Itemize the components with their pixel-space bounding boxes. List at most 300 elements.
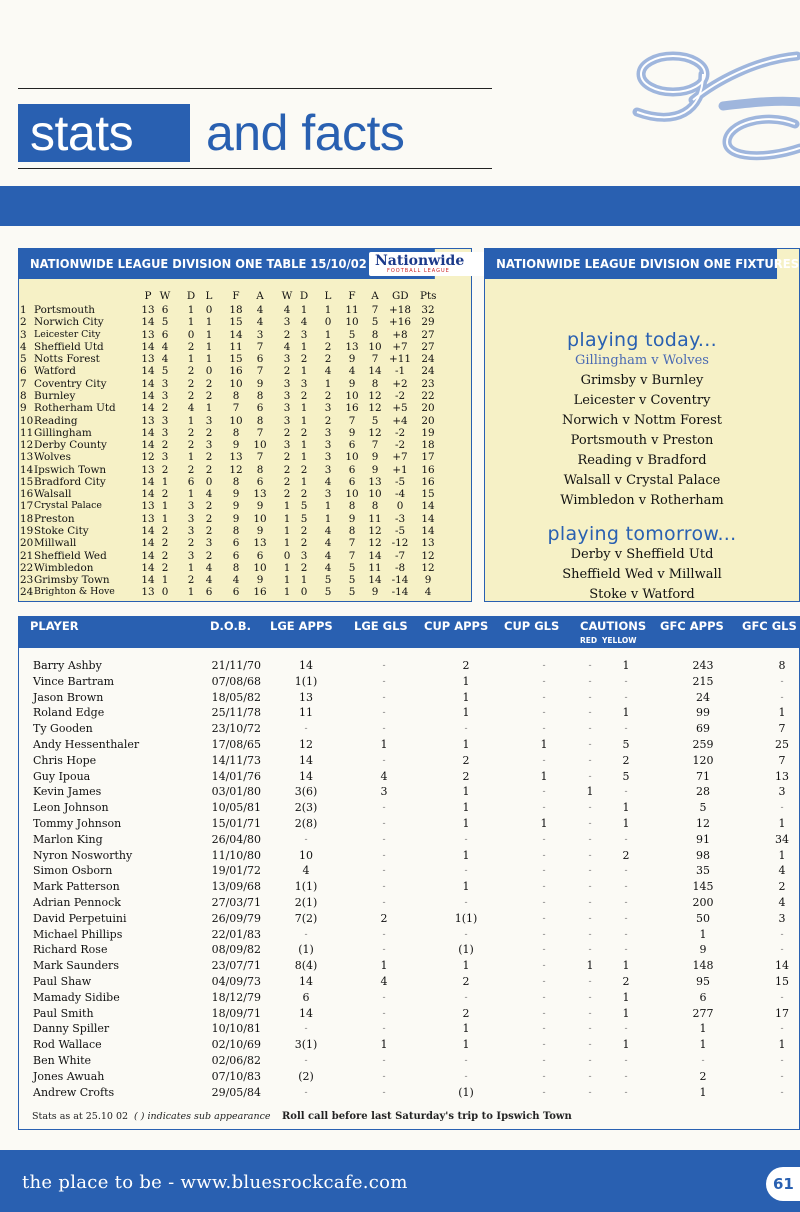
league-cell: 8 xyxy=(371,500,379,513)
cup-apps: 1 xyxy=(462,1022,470,1036)
player-dob: 14/01/76 xyxy=(211,769,261,783)
player-dob: 26/09/79 xyxy=(211,911,261,925)
league-cell: 9 xyxy=(256,525,264,538)
league-team: Millwall xyxy=(34,537,77,550)
league-cell: +8 xyxy=(392,328,408,341)
league-cell: 2 xyxy=(324,340,332,353)
league-cell: 10 xyxy=(345,451,359,464)
fixture-today: Walsall v Crystal Palace xyxy=(563,473,721,488)
league-cell: 3 xyxy=(324,402,332,415)
cup-gls: - xyxy=(542,898,546,908)
red-cards: 1 xyxy=(586,785,594,799)
lge-gls: - xyxy=(382,866,386,877)
sub-appearance-note: ( ) indicates sub appearance xyxy=(134,1111,271,1122)
yellow-cards: - xyxy=(624,787,628,798)
league-col-header: A xyxy=(371,290,379,302)
league-cell: +7 xyxy=(392,340,408,353)
league-cell: 5 xyxy=(324,586,332,599)
league-cell: 11 xyxy=(229,340,243,353)
league-col-header: W xyxy=(281,290,293,302)
gfc-gls: 15 xyxy=(775,975,789,988)
yellow-cards: 5 xyxy=(622,738,630,751)
league-cell: -5 xyxy=(394,475,406,488)
league-cell: 8 xyxy=(232,475,240,488)
gfc-gls: - xyxy=(780,692,784,703)
lge-gls: - xyxy=(382,945,386,956)
gfc-apps: 277 xyxy=(692,1006,714,1020)
playing-today-heading: playing today... xyxy=(567,329,717,351)
league-cell: 2 xyxy=(324,389,332,402)
player-name: Paul Smith xyxy=(33,1006,94,1020)
lge-gls: - xyxy=(382,661,386,671)
gfc-apps: 1 xyxy=(699,1085,707,1099)
cup-apps: 1 xyxy=(462,674,470,688)
league-cell: 2 xyxy=(187,463,195,476)
yellow-cards: 2 xyxy=(622,753,630,767)
league-cell: 3 xyxy=(324,426,332,439)
league-cell: 10 xyxy=(368,488,382,501)
league-cell: 2 xyxy=(283,451,291,464)
league-cell: 3 xyxy=(205,537,213,550)
league-cell: 4 xyxy=(324,525,332,538)
league-col-header: P xyxy=(144,290,152,302)
league-cell: 11 xyxy=(368,561,382,574)
lge-apps: 6 xyxy=(302,990,310,1004)
player-dob: 18/05/82 xyxy=(211,690,261,704)
col-gfc-gls: GFC GLS xyxy=(742,619,797,633)
lge-gls: - xyxy=(382,1087,386,1098)
league-cell: 2 xyxy=(283,328,291,341)
league-cell: 7 xyxy=(256,426,264,439)
league-cell: 12 xyxy=(368,426,382,439)
gfc-gls: 17 xyxy=(775,1006,789,1020)
table-row xyxy=(19,942,800,958)
league-team: Portsmouth xyxy=(34,304,95,316)
league-cell: 0 xyxy=(205,304,213,316)
gfc-gls: 1 xyxy=(778,817,786,830)
league-cell: 1 xyxy=(161,512,169,525)
lge-apps: 8(4) xyxy=(294,959,318,973)
red-cards: - xyxy=(588,1087,592,1098)
league-cell: 2 xyxy=(161,525,169,538)
league-cell: 1 xyxy=(205,402,213,415)
player-name: Andy Hessenthaler xyxy=(33,738,140,751)
gfc-gls: 1 xyxy=(778,706,786,720)
fixture-today: Leicester v Coventry xyxy=(573,393,711,408)
player-dob: 04/09/73 xyxy=(211,975,261,988)
league-cell: 9 xyxy=(371,463,379,476)
player-dob: 10/10/81 xyxy=(211,1022,261,1036)
league-cell: -14 xyxy=(391,574,409,587)
col-player: PLAYER xyxy=(30,619,79,633)
league-position: 14 xyxy=(20,463,34,476)
fixtures-heading: NATIONWIDE LEAGUE DIVISION ONE FIXTURES xyxy=(485,249,777,279)
league-cell: -14 xyxy=(391,586,409,599)
league-cell: -2 xyxy=(394,426,406,439)
league-cell: 1 xyxy=(324,328,332,341)
league-cell: 9 xyxy=(371,451,379,464)
page-number: 61 xyxy=(766,1167,800,1201)
league-cell: 13 xyxy=(229,451,243,464)
lge-apps: 2(8) xyxy=(294,817,318,830)
league-cell: 2 xyxy=(283,463,291,476)
league-cell: 9 xyxy=(232,439,240,452)
red-cards: - xyxy=(588,740,592,750)
league-team: Bradford City xyxy=(34,475,106,488)
gfc-apps: 5 xyxy=(699,801,707,815)
lge-apps: 11 xyxy=(299,706,313,720)
league-cell: 2 xyxy=(205,377,213,390)
league-cell: 13 xyxy=(421,537,435,550)
league-cell: 14 xyxy=(141,340,155,353)
league-cell: 2 xyxy=(324,353,332,366)
league-cell: 1 xyxy=(324,304,332,316)
league-cell: 14 xyxy=(141,316,155,329)
league-cell: 0 xyxy=(187,328,195,341)
league-cell: 13 xyxy=(141,586,155,599)
league-position: 17 xyxy=(20,500,34,513)
league-cell: 3 xyxy=(187,512,195,525)
fixture-today: Grimsby v Burnley xyxy=(580,373,704,388)
table-row xyxy=(19,958,800,974)
league-cell: +16 xyxy=(389,316,411,329)
league-cell: 9 xyxy=(232,488,240,501)
league-cell: 4 xyxy=(424,586,432,599)
cup-gls: - xyxy=(542,1087,546,1098)
table-row xyxy=(19,1069,800,1085)
table-row xyxy=(19,1085,800,1101)
gfc-gls: 4 xyxy=(778,864,786,878)
league-cell: 8 xyxy=(371,328,379,341)
gfc-gls: 8 xyxy=(778,659,786,672)
red-cards: - xyxy=(588,661,592,671)
league-col-header: A xyxy=(256,290,264,302)
league-position: 15 xyxy=(20,475,34,488)
league-team: Grimsby Town xyxy=(34,574,110,587)
league-cell: 2 xyxy=(187,439,195,452)
gfc-gls: - xyxy=(780,1056,784,1066)
red-cards: - xyxy=(588,803,592,814)
league-cell: 2 xyxy=(300,525,308,538)
lge-gls: 1 xyxy=(380,959,388,973)
cup-apps: 2 xyxy=(462,1006,470,1020)
league-cell: 1 xyxy=(205,328,213,341)
league-col-header: GD xyxy=(392,290,409,302)
cup-gls: - xyxy=(542,1056,546,1066)
lge-apps: 3(1) xyxy=(294,1038,318,1052)
lge-apps: (1) xyxy=(298,943,314,957)
league-cell: 29 xyxy=(421,316,435,329)
lge-gls: - xyxy=(382,803,386,814)
league-cell: 4 xyxy=(256,316,264,329)
cup-gls: - xyxy=(542,708,546,719)
cup-apps: 2 xyxy=(462,769,470,783)
league-cell: 9 xyxy=(424,574,432,587)
cup-gls: - xyxy=(542,866,546,877)
league-cell: 2 xyxy=(161,488,169,501)
cup-gls: - xyxy=(542,834,546,845)
player-table xyxy=(18,648,800,1130)
red-cards: - xyxy=(588,771,592,782)
league-cell: 12 xyxy=(368,537,382,550)
league-cell: 4 xyxy=(324,365,332,378)
table-row xyxy=(19,1037,800,1053)
league-team: Crystal Palace xyxy=(34,500,102,512)
league-cell: 5 xyxy=(371,414,379,427)
league-cell: 7 xyxy=(348,537,356,550)
league-cell: 1 xyxy=(161,574,169,587)
yellow-cards: - xyxy=(624,882,628,893)
gfc-apps: 12 xyxy=(696,817,710,830)
lge-gls: - xyxy=(382,834,386,845)
cup-apps: 1(1) xyxy=(454,911,478,925)
player-name: Simon Osborn xyxy=(33,864,113,878)
lge-apps: 12 xyxy=(299,738,313,751)
lge-apps: 10 xyxy=(299,848,313,862)
league-position: 19 xyxy=(20,525,34,538)
cup-apps: - xyxy=(464,866,468,877)
lge-gls: - xyxy=(382,898,386,908)
league-cell: 1 xyxy=(300,304,308,316)
league-cell: 2 xyxy=(205,525,213,538)
league-team: Watford xyxy=(34,365,76,378)
league-col-header: D xyxy=(186,290,196,302)
league-cell: 2 xyxy=(187,537,195,550)
sponsor-logo-text: Nationwide xyxy=(375,253,465,269)
league-cell: 7 xyxy=(371,304,379,316)
league-cell: 23 xyxy=(421,377,435,390)
yellow-cards: 1 xyxy=(622,959,630,973)
league-cell: 3 xyxy=(283,389,291,402)
cup-gls: - xyxy=(542,850,546,861)
gfc-apps: 2 xyxy=(699,1069,707,1083)
cup-gls: - xyxy=(542,1040,546,1051)
league-cell: 11 xyxy=(368,512,382,525)
gfc-apps: 71 xyxy=(696,769,710,783)
league-cell: 16 xyxy=(421,463,435,476)
yellow-cards: - xyxy=(624,913,628,924)
league-cell: 24 xyxy=(421,353,435,366)
lge-gls: - xyxy=(382,755,386,766)
league-cell: 3 xyxy=(205,414,213,427)
gfc-apps: 95 xyxy=(696,975,710,988)
league-cell: 14 xyxy=(141,426,155,439)
league-cell: 2 xyxy=(283,426,291,439)
league-cell: 5 xyxy=(161,365,169,378)
league-position: 6 xyxy=(20,365,27,378)
stats-date-note: Stats as at 25.10 02 xyxy=(32,1111,129,1122)
player-name: Danny Spiller xyxy=(33,1022,110,1036)
league-cell: 14 xyxy=(141,537,155,550)
lge-apps: 14 xyxy=(299,769,313,783)
lge-apps: - xyxy=(304,1024,308,1035)
league-cell: 3 xyxy=(283,377,291,390)
league-position: 3 xyxy=(20,328,27,341)
league-cell: 5 xyxy=(300,500,308,513)
league-cell: 5 xyxy=(348,328,356,341)
player-dob: 07/10/83 xyxy=(211,1069,261,1083)
league-cell: 10 xyxy=(253,439,267,452)
red-cards: - xyxy=(588,676,592,687)
col-dob: D.O.B. xyxy=(210,619,251,633)
yellow-cards: 5 xyxy=(622,769,630,783)
league-cell: 2 xyxy=(300,537,308,550)
gfc-apps: 69 xyxy=(696,722,710,736)
league-cell: 3 xyxy=(283,353,291,366)
player-dob: 13/09/68 xyxy=(211,880,261,894)
league-cell: 3 xyxy=(283,439,291,452)
gfc-apps: 98 xyxy=(696,848,710,862)
red-cards: - xyxy=(588,945,592,956)
red-cards: - xyxy=(588,1024,592,1035)
league-cell: 7 xyxy=(371,439,379,452)
league-cell: 10 xyxy=(253,561,267,574)
cup-apps: (1) xyxy=(458,943,474,957)
gfc-apps: 50 xyxy=(696,911,710,925)
league-cell: 4 xyxy=(205,574,213,587)
player-name: Andrew Crofts xyxy=(33,1085,115,1099)
league-cell: 3 xyxy=(324,488,332,501)
player-name: Mark Patterson xyxy=(33,880,120,894)
player-name: Mark Saunders xyxy=(33,959,119,973)
league-cell: 8 xyxy=(232,389,240,402)
league-cell: 5 xyxy=(324,574,332,587)
table-row xyxy=(19,911,800,927)
league-cell: 2 xyxy=(300,463,308,476)
player-name: Tommy Johnson xyxy=(33,817,122,830)
lge-apps: (2) xyxy=(298,1069,314,1083)
league-cell: 7 xyxy=(256,365,264,378)
league-cell: 12 xyxy=(141,451,155,464)
league-cell: 3 xyxy=(187,500,195,513)
league-cell: 9 xyxy=(348,426,356,439)
cup-apps: 1 xyxy=(462,848,470,862)
cup-gls: - xyxy=(542,945,546,956)
cup-apps: - xyxy=(464,992,468,1003)
league-cell: 8 xyxy=(256,414,264,427)
lge-gls: 4 xyxy=(380,975,388,988)
league-cell: 1 xyxy=(283,586,291,599)
league-cell: 3 xyxy=(161,451,169,464)
player-name: Jones Awuah xyxy=(33,1069,105,1083)
yellow-cards: 1 xyxy=(622,659,630,672)
league-cell: 6 xyxy=(205,586,213,599)
cup-apps: - xyxy=(464,1071,468,1082)
gfc-apps: 9 xyxy=(699,943,707,957)
league-cell: 3 xyxy=(187,549,195,562)
table-row xyxy=(19,784,800,800)
league-cell: 4 xyxy=(324,549,332,562)
league-cell: 13 xyxy=(253,537,267,550)
sponsor-logo-sub: FOOTBALL LEAGUE xyxy=(387,268,450,274)
red-cards: - xyxy=(588,755,592,766)
lge-apps: - xyxy=(304,834,308,845)
league-cell: 20 xyxy=(421,414,435,427)
player-dob: 23/10/72 xyxy=(211,722,261,736)
lge-gls: - xyxy=(382,708,386,719)
league-cell: 4 xyxy=(348,365,356,378)
league-cell: 14 xyxy=(229,328,243,341)
player-dob: 10/05/81 xyxy=(211,801,261,815)
league-cell: 16 xyxy=(253,586,267,599)
league-cell: 1 xyxy=(283,561,291,574)
league-cell: 7 xyxy=(371,353,379,366)
league-cell: 1 xyxy=(205,340,213,353)
league-cell: 2 xyxy=(187,340,195,353)
yellow-cards: - xyxy=(624,692,628,703)
lge-apps: 14 xyxy=(299,1006,313,1020)
league-cell: 2 xyxy=(205,451,213,464)
league-cell: 4 xyxy=(324,537,332,550)
league-cell: 0 xyxy=(300,586,308,599)
lge-gls: 1 xyxy=(380,1038,388,1052)
league-cell: 2 xyxy=(161,549,169,562)
league-cell: 3 xyxy=(283,402,291,415)
league-cell: 2 xyxy=(187,574,195,587)
league-cell: 2 xyxy=(205,512,213,525)
league-cell: 3 xyxy=(205,439,213,452)
league-cell: 14 xyxy=(368,574,382,587)
league-cell: 4 xyxy=(324,475,332,488)
yellow-cards: - xyxy=(624,724,628,735)
red-cards: - xyxy=(588,819,592,829)
table-row xyxy=(19,1021,800,1037)
league-cell: 8 xyxy=(348,500,356,513)
cup-apps: 1 xyxy=(462,785,470,799)
league-col-header: W xyxy=(159,290,171,302)
league-cell: 0 xyxy=(161,586,169,599)
league-cell: +7 xyxy=(392,451,408,464)
rollcall-note: Roll call before last Saturday's trip to Ipswich Town xyxy=(282,1111,572,1122)
league-cell: 2 xyxy=(300,389,308,402)
league-team: Preston xyxy=(34,512,75,525)
league-cell: 3 xyxy=(187,525,195,538)
league-team: Leicester City xyxy=(34,328,101,340)
red-cards: 1 xyxy=(586,959,594,973)
league-cell: 22 xyxy=(421,389,435,402)
gfc-apps: 200 xyxy=(692,896,714,909)
table-row xyxy=(19,927,800,943)
red-cards: - xyxy=(588,898,592,908)
gfc-gls: - xyxy=(780,676,784,687)
lge-gls: - xyxy=(382,692,386,703)
player-dob: 23/07/71 xyxy=(211,959,261,973)
league-cell: 3 xyxy=(324,451,332,464)
red-cards: - xyxy=(588,724,592,735)
league-cell: 5 xyxy=(161,316,169,329)
cup-gls: - xyxy=(542,1008,546,1019)
gfc-apps: 28 xyxy=(696,785,710,799)
lge-apps: 14 xyxy=(299,753,313,767)
league-cell: 13 xyxy=(368,475,382,488)
cup-apps: 1 xyxy=(462,801,470,815)
yellow-cards: 2 xyxy=(622,975,630,988)
league-position: 20 xyxy=(20,537,34,550)
league-cell: 2 xyxy=(161,463,169,476)
league-cell: 1 xyxy=(300,402,308,415)
league-cell: 6 xyxy=(256,475,264,488)
table-row xyxy=(19,974,800,990)
lge-gls: 3 xyxy=(380,785,388,799)
league-cell: 5 xyxy=(348,586,356,599)
league-cell: 9 xyxy=(256,377,264,390)
league-cell: 20 xyxy=(421,402,435,415)
league-cell: 2 xyxy=(187,389,195,402)
gfc-apps: 148 xyxy=(692,959,714,973)
red-cards: - xyxy=(588,1040,592,1051)
lge-gls: - xyxy=(382,1024,386,1035)
league-cell: 3 xyxy=(300,328,308,341)
